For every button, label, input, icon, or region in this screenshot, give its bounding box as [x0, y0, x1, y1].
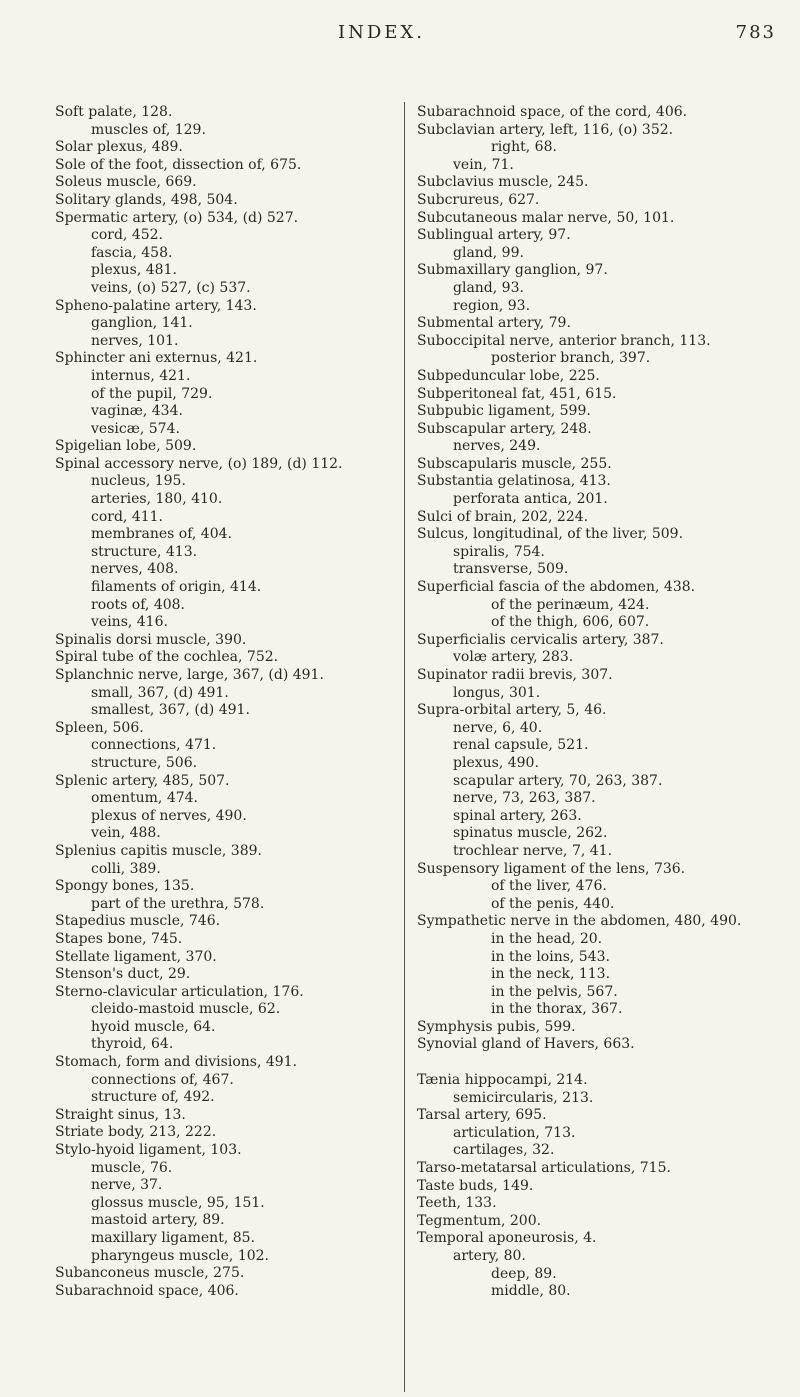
index-entry: Stenson's duct, 29.	[55, 966, 191, 983]
index-subentry: articulation, 713.	[453, 1124, 576, 1141]
index-subentry: posterior branch, 397.	[491, 350, 651, 367]
index-subentry: vesicæ, 574.	[91, 420, 180, 437]
index-subentry: right, 68.	[491, 139, 557, 156]
index-entry: Stylo-hyoid ligament, 103.	[55, 1142, 242, 1159]
index-entry: Synovial gland of Havers, 663.	[417, 1036, 635, 1053]
index-entry: Splanchnic nerve, large, 367, (d) 491.	[55, 667, 324, 683]
index-entry: Subclavian artery, left, 116, (o) 352.	[417, 121, 674, 138]
index-entry: Stellate ligament, 370.	[55, 948, 217, 965]
index-subentry: region, 93.	[453, 297, 531, 314]
index-subentry: veins, (o) 527, (c) 537.	[91, 279, 251, 296]
index-entry: Tarso-metatarsal articulations, 715.	[417, 1160, 671, 1177]
index-entry: Spinalis dorsi muscle, 390.	[55, 631, 247, 648]
index-subentry: of the thigh, 606, 607.	[491, 614, 650, 631]
index-entry: Subarachnoid space, of the cord, 406.	[417, 104, 688, 120]
index-entry: Supra-orbital artery, 5, 46.	[417, 702, 607, 719]
index-entry: Spheno-palatine artery, 143.	[55, 297, 257, 314]
index-subentry: nerves, 101.	[91, 332, 179, 349]
index-subentry: of the penis, 440.	[491, 895, 615, 912]
index-subentry: nerve, 37.	[91, 1177, 163, 1194]
column-divider	[404, 102, 405, 1392]
index-subentry: cartilages, 32.	[453, 1142, 555, 1159]
index-subentry: nucleus, 195.	[91, 473, 186, 490]
index-subentry: part of the urethra, 578.	[91, 895, 265, 912]
index-subentry: of the pupil, 729.	[91, 385, 213, 402]
index-subentry: structure, 506.	[91, 754, 198, 771]
index-subentry: ganglion, 141.	[91, 315, 193, 332]
index-subentry: membranes of, 404.	[91, 526, 232, 543]
index-subentry: cleido-mastoid muscle, 62.	[91, 1001, 281, 1018]
index-subentry: plexus of nerves, 490.	[91, 807, 247, 824]
index-entry: Taste buds, 149.	[417, 1177, 534, 1194]
index-subentry: vein, 71.	[453, 156, 514, 173]
index-subentry: gland, 93.	[453, 279, 524, 296]
index-subentry: in the thorax, 367.	[491, 1001, 623, 1018]
index-entry: Subpeduncular lobe, 225.	[417, 367, 600, 384]
index-subentry: of the perinæum, 424.	[491, 596, 650, 613]
index-subentry: fascia, 458.	[91, 244, 173, 261]
page-number: 783	[735, 22, 776, 43]
index-entry: Tarsal artery, 695.	[417, 1107, 547, 1124]
index-subentry: internus, 421.	[91, 367, 191, 384]
index-entry: Sterno-clavicular articulation, 176.	[55, 983, 304, 1000]
index-subentry: spiralis, 754.	[453, 543, 545, 560]
section-gap	[417, 1054, 787, 1072]
index-entry: Subperitoneal fat, 451, 615.	[417, 385, 617, 402]
index-subentry: small, 367, (d) 491.	[91, 684, 229, 701]
index-subentry: of the liver, 476.	[491, 878, 607, 895]
index-entry: Subarachnoid space, 406.	[55, 1282, 239, 1299]
index-entry: Subcutaneous malar nerve, 50, 101.	[417, 209, 675, 226]
index-column-left	[55, 104, 425, 1300]
index-subentry: colli, 389.	[91, 860, 161, 877]
index-entry: Subscapularis muscle, 255.	[417, 455, 612, 472]
running-title: INDEX.	[338, 22, 425, 43]
index-entry: Superficial fascia of the abdomen, 438.	[417, 579, 696, 596]
index-entry: Spleen, 506.	[55, 719, 144, 736]
index-subentry: hyoid muscle, 64.	[91, 1018, 216, 1035]
index-subentry: perforata antica, 201.	[453, 491, 608, 508]
index-subentry: in the head, 20.	[491, 930, 603, 947]
index-subentry: mastoid artery, 89.	[91, 1212, 225, 1229]
index-subentry: plexus, 490.	[453, 754, 539, 771]
index-subentry: artery, 80.	[453, 1248, 526, 1264]
index-subentry: maxillary ligament, 85.	[91, 1230, 255, 1246]
index-subentry: plexus, 481.	[91, 262, 177, 279]
index-entry: Spiral tube of the cochlea, 752.	[55, 649, 279, 666]
index-subentry: omentum, 474.	[91, 790, 198, 807]
index-subentry: nerves, 249.	[453, 438, 541, 455]
index-entry: Sphincter ani externus, 421.	[55, 350, 258, 367]
index-entry: Subcrureus, 627.	[417, 191, 540, 208]
index-entry: Sole of the foot, dissection of, 675.	[55, 156, 302, 173]
index-column-right	[417, 104, 787, 1301]
index-subentry: glossus muscle, 95, 151.	[91, 1194, 265, 1211]
index-subentry: pharyngeus muscle, 102.	[91, 1247, 269, 1264]
index-entry: Sulci of brain, 202, 224.	[417, 508, 589, 525]
index-subentry: smallest, 367, (d) 491.	[91, 702, 250, 719]
index-subentry: nerves, 408.	[91, 561, 179, 578]
index-subentry: nerve, 73, 263, 387.	[453, 790, 596, 807]
index-subentry: in the pelvis, 567.	[491, 983, 618, 1000]
index-entry: Tænia hippocampi, 214.	[417, 1072, 588, 1089]
index-entry: Submental artery, 79.	[417, 315, 571, 332]
index-entry: Teeth, 133.	[417, 1195, 497, 1212]
index-entry: Supinator radii brevis, 307.	[417, 667, 613, 683]
index-entry: Stomach, form and divisions, 491.	[55, 1054, 298, 1071]
index-subentry: structure of, 492.	[91, 1089, 215, 1106]
index-subentry: muscle, 76.	[91, 1159, 173, 1176]
index-subentry: connections, 471.	[91, 737, 217, 754]
index-subentry: scapular artery, 70, 263, 387.	[453, 772, 663, 789]
index-subentry: gland, 99.	[453, 244, 524, 261]
index-subentry: cord, 452.	[91, 227, 163, 244]
index-subentry: in the loins, 543.	[491, 948, 610, 965]
index-entry: Straight sinus, 13.	[55, 1106, 186, 1123]
index-subentry: structure, 413.	[91, 543, 198, 560]
index-entry: Spermatic artery, (o) 534, (d) 527.	[55, 209, 299, 226]
index-entry: Splenius capitis muscle, 389.	[55, 842, 262, 859]
index-subentry: spinal artery, 263.	[453, 807, 582, 824]
index-entry: Soleus muscle, 669.	[55, 174, 197, 191]
index-entry: Solitary glands, 498, 504.	[55, 191, 238, 208]
index-entry: Striate body, 213, 222.	[55, 1124, 217, 1141]
index-entry: Temporal aponeurosis, 4.	[417, 1230, 597, 1247]
index-entry: Subclavius muscle, 245.	[417, 174, 589, 191]
index-subentry: arteries, 180, 410.	[91, 491, 223, 508]
index-entry: Sublingual artery, 97.	[417, 227, 571, 244]
index-subentry: trochlear nerve, 7, 41.	[453, 842, 613, 859]
index-subentry: thyroid, 64.	[91, 1036, 174, 1053]
index-subentry: transverse, 509.	[453, 561, 569, 578]
index-subentry: longus, 301.	[453, 684, 541, 701]
index-subentry: veins, 416.	[91, 614, 168, 631]
index-entry: Sympathetic nerve in the abdomen, 480, 490.	[417, 913, 742, 930]
index-entry: Spinal accessory nerve, (o) 189, (d) 112.	[55, 455, 343, 472]
index-subentry: roots of, 408.	[91, 596, 185, 613]
index-subentry: filaments of origin, 414.	[91, 579, 262, 596]
index-entry: Sulcus, longitudinal, of the liver, 509.	[417, 526, 684, 543]
index-entry: Splenic artery, 485, 507.	[55, 772, 230, 789]
index-entry: Spongy bones, 135.	[55, 878, 195, 895]
index-subentry: deep, 89.	[491, 1265, 557, 1282]
index-subentry: nerve, 6, 40.	[453, 719, 543, 736]
index-entry: Spigelian lobe, 509.	[55, 438, 197, 455]
index-entry: Symphysis pubis, 599.	[417, 1018, 576, 1035]
index-entry: Subanconeus muscle, 275.	[55, 1265, 245, 1282]
index-subentry: in the neck, 113.	[491, 966, 611, 983]
index-subentry: renal capsule, 521.	[453, 737, 589, 754]
index-entry: Submaxillary ganglion, 97.	[417, 262, 608, 279]
index-subentry: middle, 80.	[491, 1283, 571, 1300]
index-entry: Superficialis cervicalis artery, 387.	[417, 631, 664, 648]
index-subentry: vein, 488.	[91, 825, 161, 842]
index-subentry: spinatus muscle, 262.	[453, 825, 608, 842]
index-subentry: cord, 411.	[91, 508, 163, 525]
index-entry: Solar plexus, 489.	[55, 139, 183, 156]
index-entry: Suboccipital nerve, anterior branch, 113.	[417, 332, 711, 349]
index-subentry: connections of, 467.	[91, 1071, 234, 1088]
index-subentry: semicircularis, 213.	[453, 1089, 594, 1106]
index-entry: Stapedius muscle, 746.	[55, 913, 221, 930]
index-entry: Tegmentum, 200.	[417, 1212, 542, 1229]
index-entry: Subscapular artery, 248.	[417, 420, 592, 437]
index-entry: Subpubic ligament, 599.	[417, 403, 591, 420]
index-entry: Stapes bone, 745.	[55, 930, 183, 947]
index-subentry: muscles of, 129.	[91, 121, 206, 138]
index-subentry: vaginæ, 434.	[91, 403, 183, 420]
index-entry: Soft palate, 128.	[55, 104, 173, 120]
index-entry: Suspensory ligament of the lens, 736.	[417, 860, 686, 877]
index-entry: Substantia gelatinosa, 413.	[417, 473, 611, 490]
page-header	[0, 22, 800, 48]
index-subentry: volæ artery, 283.	[453, 649, 574, 666]
